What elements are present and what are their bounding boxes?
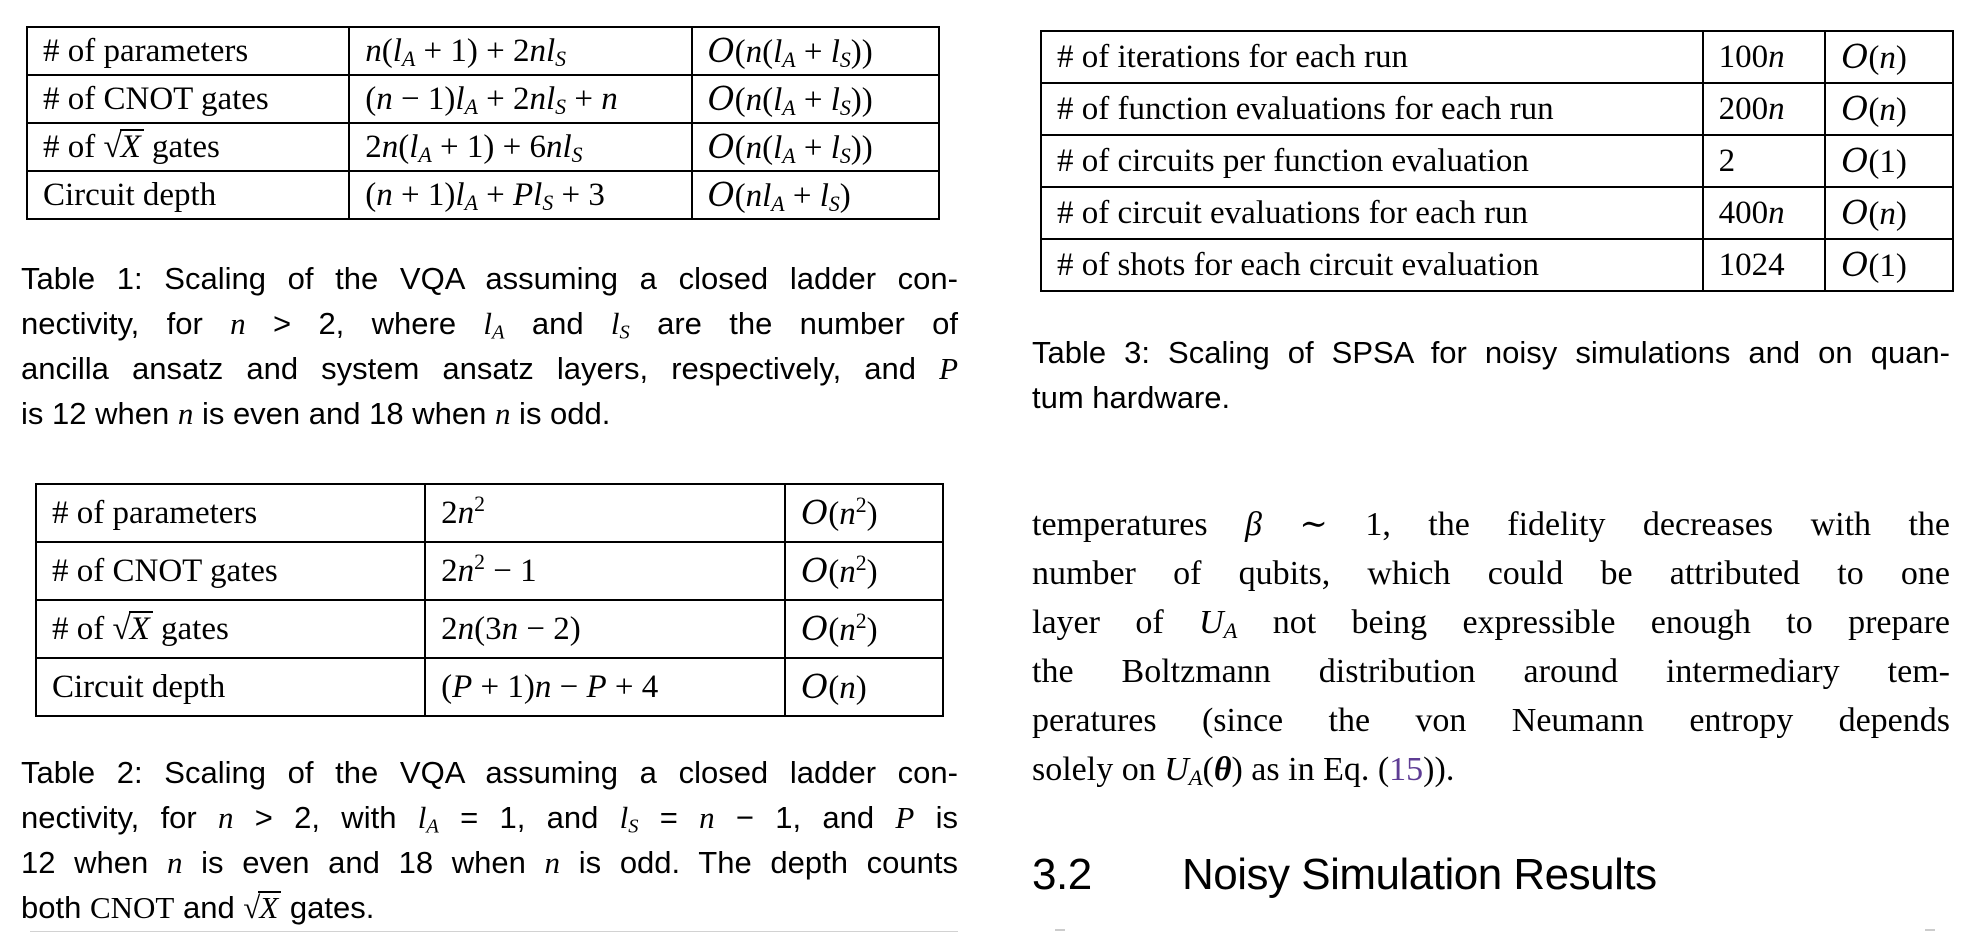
- table-cell-order: O(n): [1825, 31, 1953, 83]
- caption-line: Table 2: Scaling of the VQA assuming a closed ladder con-: [21, 755, 958, 790]
- table-cell-order: O(n): [785, 658, 943, 716]
- table-cell-formula: $2n^2 - 1$: [425, 542, 785, 600]
- bottom-tick-fragment: [1925, 929, 1935, 931]
- caption-line: Table 3: Scaling of SPSA for noisy simulations and on quan-: [1032, 335, 1950, 370]
- table-cell-label: Circuit depth: [36, 658, 425, 716]
- body-line: temperatures β ∼ 1, the fidelity decreases with the: [1032, 506, 1951, 543]
- bottom-rule-fragment: [30, 931, 958, 932]
- table-row: [36, 600, 943, 658]
- table-cell-value: 2: [1703, 135, 1826, 187]
- table-row: [27, 75, 939, 123]
- table-cell-label: # of parameters: [27, 27, 349, 75]
- table-cell-order: $O(nl_A + l_S)$: [692, 171, 939, 219]
- table-row: [1041, 135, 1953, 187]
- table-cell-label: # of shots for each circuit evaluation: [1041, 239, 1703, 291]
- table-cell-label: # of parameters: [36, 484, 425, 542]
- caption-line: ancilla ansatz and system ansatz layers, respectively, and P: [21, 351, 958, 386]
- table-cell-order: O(1): [1825, 239, 1953, 291]
- caption-line: tum hardware.: [1032, 380, 1231, 415]
- table-1: [26, 26, 940, 220]
- body-line: the Boltzmann distribution around intermediary tem-: [1032, 653, 1950, 690]
- section-number: 3.2: [1032, 850, 1092, 899]
- table-row: [27, 171, 939, 219]
- table-cell-order: $O(n(l_A + l_S))$: [692, 75, 939, 123]
- table-cell-formula: 2n(3n − 2): [425, 600, 785, 658]
- table-cell-order: $O(n^2)$: [785, 542, 943, 600]
- table-row: [27, 27, 939, 75]
- table-1-caption: [21, 256, 958, 436]
- table-cell-formula: $2n^2$: [425, 484, 785, 542]
- table-cell-formula: $n(l_A + 1) + 2nl_S$: [349, 27, 691, 75]
- table-cell-label: # of CNOT gates: [27, 75, 349, 123]
- table-cell-order: $O(n^2)$: [785, 484, 943, 542]
- caption-line: nectivity, for n > 2, where $l_A$ and $l_S$ are the number of: [21, 306, 958, 344]
- table-cell-order: $O(n^2)$: [785, 600, 943, 658]
- body-line: peratures (since the von Neumann entropy depends: [1032, 702, 1950, 739]
- table-3-caption: [1032, 330, 1950, 420]
- table-row: [1041, 31, 1953, 83]
- table-row: [1041, 83, 1953, 135]
- table-cell-order: $O(n(l_A + l_S))$: [692, 27, 939, 75]
- caption-line: 12 when n is even and 18 when n is odd. The depth counts: [21, 845, 958, 880]
- table-cell-value: 100n: [1703, 31, 1826, 83]
- table-row: [1041, 239, 1953, 291]
- table-cell-label: # of circuit evaluations for each run: [1041, 187, 1703, 239]
- table-cell-order: O(n): [1825, 187, 1953, 239]
- section-title: Noisy Simulation Results: [1182, 850, 1657, 899]
- table-cell-label: # of circuits per function evaluation: [1041, 135, 1703, 187]
- table-cell-formula: $(n + 1)l_A + Pl_S + 3$: [349, 171, 691, 219]
- table-cell-value: 400n: [1703, 187, 1826, 239]
- table-cell-label: # of iterations for each run: [1041, 31, 1703, 83]
- table-row: [27, 123, 939, 171]
- body-paragraph: [1032, 500, 1950, 794]
- table-cell-formula: $2n(l_A + 1) + 6nl_S$: [349, 123, 691, 171]
- table-3: [1040, 30, 1954, 292]
- table-cell-order: O(n): [1825, 83, 1953, 135]
- caption-line: Table 1: Scaling of the VQA assuming a closed ladder con-: [21, 261, 958, 296]
- section-heading: [1032, 850, 1657, 900]
- table-2-caption: [21, 750, 958, 930]
- table-cell-order: $O(n(l_A + l_S))$: [692, 123, 939, 171]
- table-row: [36, 658, 943, 716]
- table-row: [36, 484, 943, 542]
- table-cell-label: # of function evaluations for each run: [1041, 83, 1703, 135]
- caption-line: nectivity, for n > 2, with $l_A = 1$, and $l_S = n - 1$, and P is: [21, 800, 958, 838]
- body-line: number of qubits, which could be attributed to one: [1032, 555, 1950, 592]
- table-cell-label: # of √X gates: [36, 600, 425, 658]
- body-line: solely on $U_A(\theta)$ as in Eq. (15)).: [1032, 751, 1455, 790]
- table-cell-label: Circuit depth: [27, 171, 349, 219]
- table-cell-label: # of CNOT gates: [36, 542, 425, 600]
- table-row: [36, 542, 943, 600]
- caption-line: both CNOT and √X gates.: [21, 890, 375, 925]
- table-2: [35, 483, 944, 717]
- body-line: layer of $U_A$ not being expressible enough to prepare: [1032, 604, 1951, 643]
- eq-15-reference-link[interactable]: 15: [1389, 751, 1424, 788]
- bottom-tick-fragment: [1055, 929, 1065, 931]
- table-cell-formula: $(n - 1)l_A + 2nl_S + n$: [349, 75, 691, 123]
- table-row: [1041, 187, 1953, 239]
- caption-line: is 12 when n is even and 18 when n is odd.: [21, 396, 611, 431]
- table-cell-formula: (P + 1)n − P + 4: [425, 658, 785, 716]
- table-cell-value: 200n: [1703, 83, 1826, 135]
- table-cell-value: 1024: [1703, 239, 1826, 291]
- table-cell-label: # of √X gates: [27, 123, 349, 171]
- table-cell-order: O(1): [1825, 135, 1953, 187]
